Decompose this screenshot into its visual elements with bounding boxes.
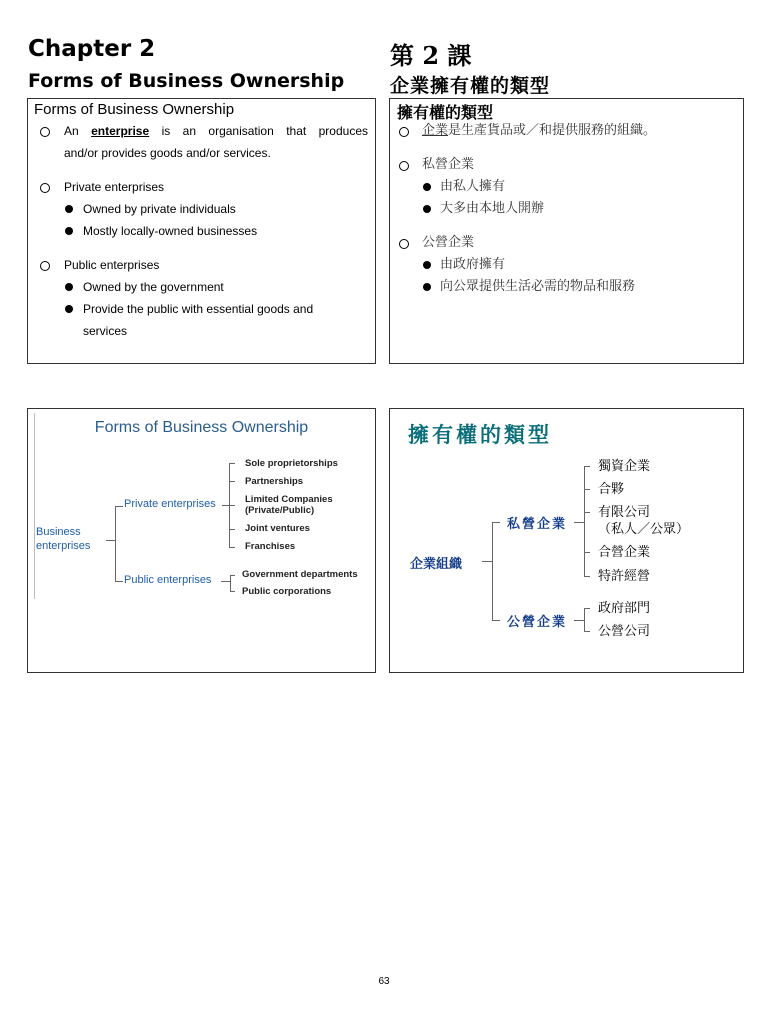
slide-chinese-text — [389, 98, 744, 364]
private-form-item: 合夥 — [598, 482, 625, 497]
definition-line-2: and/or provides goods and/or services. — [64, 146, 271, 160]
private-form-item: 合營企業 — [598, 545, 651, 560]
public-form-item: Government departments — [242, 569, 358, 580]
connector-line — [584, 631, 590, 632]
list-item: 大多由本地人開辦 — [440, 201, 545, 216]
chapter-subtitle-zh: 企業擁有權的類型 — [390, 75, 551, 97]
bullet-icon — [65, 305, 73, 313]
connector-line — [482, 561, 492, 562]
connector-line — [229, 463, 235, 464]
private-node: Private enterprises — [124, 498, 216, 510]
list-item: Owned by private individuals — [83, 202, 236, 216]
private-form-item: 特許經營 — [598, 569, 651, 584]
connector-line — [229, 547, 235, 548]
root-node: Business enterprises — [36, 526, 91, 552]
root-node: 企業組織 — [410, 557, 463, 572]
definition-line: 企業是生產貨品或／和提供服務的組織。 — [422, 123, 657, 138]
definition-line-1: An enterprise is an organisation that produces — [64, 124, 368, 138]
connector-line — [584, 466, 590, 467]
chapter-subtitle-en: Forms of Business Ownership — [28, 70, 345, 92]
list-item: Mostly locally-owned businesses — [83, 224, 258, 238]
connector-line — [584, 608, 585, 631]
list-item: 由政府擁有 — [440, 257, 506, 272]
connector-line — [229, 505, 235, 506]
private-form-item: Joint ventures — [245, 523, 310, 534]
slide-english-text — [27, 98, 376, 364]
connector-line — [222, 505, 229, 506]
connector-line — [584, 552, 590, 553]
list-item: 由私人擁有 — [440, 179, 506, 194]
connector-line — [115, 506, 116, 581]
list-item: Provide the public with essential goods and — [83, 302, 314, 316]
list-item: 向公眾提供生活必需的物品和服務 — [440, 279, 636, 294]
connector-line — [115, 581, 123, 582]
hollow-bullet-icon — [399, 161, 409, 171]
list-item: Owned by the government — [83, 280, 224, 294]
connector-line — [574, 620, 584, 621]
connector-line — [115, 506, 123, 507]
connector-line — [584, 608, 590, 609]
connector-line — [584, 489, 590, 490]
connector-line — [584, 576, 590, 577]
page-number: 63 — [378, 976, 390, 987]
chapter-title-en: Chapter 2 — [28, 36, 156, 62]
slide-edge-line — [34, 413, 35, 599]
connector-line — [230, 575, 235, 576]
hollow-bullet-icon — [399, 127, 409, 137]
bullet-icon — [423, 205, 431, 213]
public-node: 公營企業 — [507, 615, 568, 630]
connector-line — [106, 540, 115, 541]
slide-english-diagram — [27, 408, 376, 673]
connector-line — [584, 466, 585, 576]
bullet-icon — [423, 261, 431, 269]
bullet-icon — [423, 283, 431, 291]
hollow-bullet-icon — [40, 261, 50, 271]
connector-line — [584, 512, 590, 513]
connector-line — [492, 522, 500, 523]
connector-line — [492, 522, 493, 620]
chapter-title-zh: 第 2 課 — [390, 41, 472, 70]
private-form-item: 有限公司 （私人／公眾） — [598, 505, 690, 537]
hollow-bullet-icon — [40, 183, 50, 193]
bullet-icon — [65, 283, 73, 291]
diagram-title: 擁有權的類型 — [408, 422, 552, 447]
public-node: Public enterprises — [124, 574, 212, 586]
public-form-item: 政府部門 — [598, 601, 651, 616]
slide-chinese-diagram — [389, 408, 744, 673]
public-heading: 公營企業 — [422, 235, 475, 250]
slide-title: Forms of Business Ownership — [34, 101, 235, 118]
enterprise-term: enterprise — [91, 124, 150, 138]
private-form-item: 獨資企業 — [598, 459, 651, 474]
private-heading: Private enterprises — [64, 180, 165, 194]
connector-line — [229, 481, 235, 482]
public-form-item: 公營公司 — [598, 624, 651, 639]
enterprise-term: 企業 — [422, 123, 449, 138]
private-form-item: Franchises — [245, 541, 296, 552]
public-form-item: Public corporations — [242, 586, 332, 597]
private-form-item: Partnerships — [245, 476, 304, 487]
list-item-continued: services — [83, 324, 128, 338]
bullet-icon — [65, 205, 73, 213]
private-node: 私營企業 — [507, 517, 568, 532]
diagram-title: Forms of Business Ownership — [94, 419, 309, 436]
hollow-bullet-icon — [399, 239, 409, 249]
connector-line — [229, 529, 235, 530]
private-form-item: Sole proprietorships — [245, 458, 338, 469]
bullet-icon — [423, 183, 431, 191]
connector-line — [230, 575, 231, 591]
bullet-icon — [65, 227, 73, 235]
hollow-bullet-icon — [40, 127, 50, 137]
private-form-item: Limited Companies (Private/Public) — [245, 494, 333, 516]
connector-line — [574, 522, 584, 523]
public-heading: Public enterprises — [64, 258, 160, 272]
connector-line — [492, 620, 500, 621]
connector-line — [221, 581, 230, 582]
private-heading: 私營企業 — [422, 157, 475, 172]
slide-title: 擁有權的類型 — [397, 103, 494, 122]
connector-line — [230, 591, 235, 592]
